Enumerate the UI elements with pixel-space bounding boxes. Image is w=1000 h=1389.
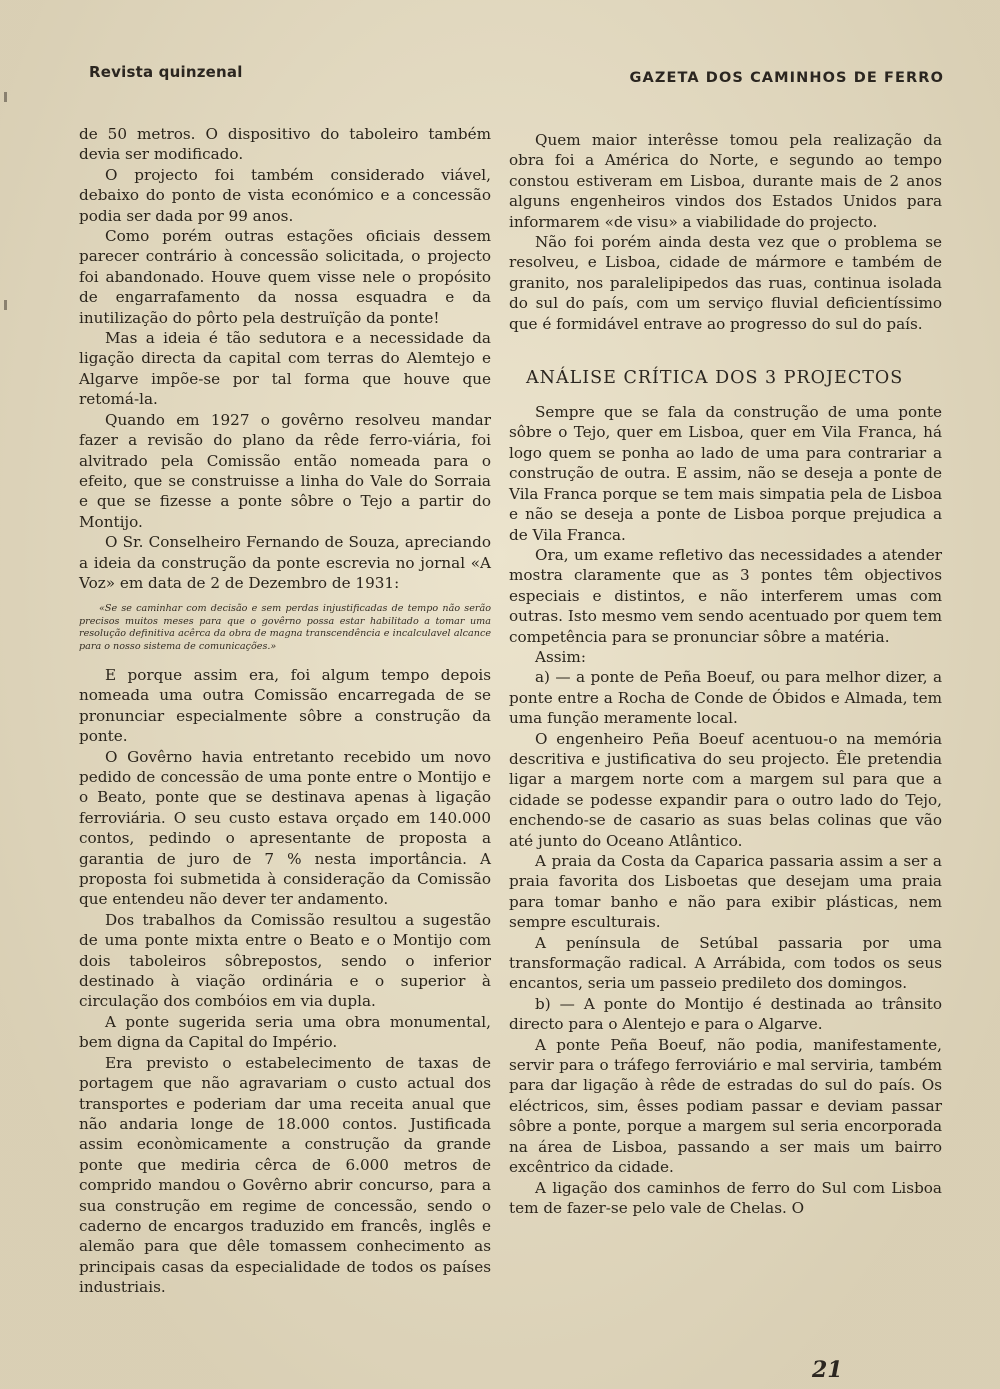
body-paragraph: Como porém outras estações oficiais dessem parecer contrário à concessão solicitada, o projecto foi abandonado. Houve quem visse nele o propósito de engarrafamento da nossa esquadra e da inutilização do pôrto pela destruïção da ponte!	[79, 227, 491, 327]
list-item-b: b) — A ponte do Montijo é destinada ao trânsito directo para o Alentejo e para o Algarve.	[509, 994, 942, 1034]
header-publication-frequency: Revista quinzenal	[89, 63, 243, 81]
body-paragraph: O engenheiro Peña Boeuf acentuou-o na memória descritiva e justificativa do seu projecto. Êle pretendia ligar a margem norte com a margem sul para que a cidade se podesse expandir para o outro lado do Tejo, enchendo-se de casario as suas belas colinas que vão até junto do Oceano Atlântico.	[509, 729, 942, 850]
body-paragraph: Quando em 1927 o govêrno resolveu mandar fazer a revisão do plano da rêde ferro-viária, foi alvitrado pela Comissão então nomeada para o efeito, que se construisse a linha do Vale do Sorraia e que se fizesse a ponte sôbre o Tejo a partir do Montijo.	[79, 410, 491, 531]
list-item-a: a) — a ponte de Peña Boeuf, ou para melhor dizer, a ponte entre a Rocha de Conde de Óbidos e Almada, tem uma função meramente local.	[509, 668, 942, 728]
body-paragraph: O projecto foi também considerado viável, debaixo do ponto de vista económico e a concessão podia ser dada por 99 anos.	[79, 165, 491, 225]
body-paragraph: A ponte sugerida seria uma obra monumental, bem digna da Capital do Império.	[79, 1012, 491, 1052]
body-paragraph: A ligação dos caminhos de ferro do Sul com Lisboa tem de fazer-se pelo vale de Chelas. O	[509, 1178, 942, 1217]
body-paragraph: O Govêrno havia entretanto recebido um novo pedido de concessão de uma ponte entre o Montijo e o Beato, ponte que se destinava apenas à ligação ferroviária. O seu custo estava orçado em 140.000 contos, pedindo o apresentante de proposta a garantia de juro de 7 % nesta importância. A proposta foi submetida à consideração da Comissão que entendeu não dever ter andamento.	[79, 747, 491, 909]
body-paragraph: Ora, um exame refletivo das necessidades a atender mostra claramente que as 3 pontes têm objectivos especiais e distintos, e não interferem umas com outras. Isto mesmo vem sendo acentuado por quem tem competência para se pronunciar sôbre a matéria.	[509, 545, 942, 646]
left-column	[79, 124, 491, 1298]
body-paragraph: Não foi porém ainda desta vez que o problema se resolveu, e Lisboa, cidade de mármore e também de granito, nos paralelipipedos das ruas, continua isolada do sul do país, com um serviço fluvial deficientíssimo que é formidável entrave ao progresso do sul do país.	[509, 233, 942, 333]
body-paragraph: Sempre que se fala da construção de uma ponte sôbre o Tejo, quer em Lisboa, quer em Vila Franca, há logo quem se ponha ao lado de uma para contrariar a construção de outra. E assim, não se deseja a ponte de Vila Franca porque se tem mais simpatia pela de Lisboa e não se deseja a ponte de Lisboa porque prejudica a de Vila Franca.	[509, 403, 942, 544]
section-heading: ANÁLISE CRÍTICA DOS 3 PROJECTOS	[526, 368, 904, 389]
body-paragraph: O Sr. Conselheiro Fernando de Souza, apreciando a ideia da construção da ponte escrevia no jornal «A Voz» em data de 2 de Dezembro de 1931:	[79, 533, 491, 592]
body-paragraph: de 50 metros. O dispositivo do taboleiro também devia ser modificado.	[79, 125, 491, 164]
page-edge-mark	[4, 300, 7, 310]
body-paragraph: A península de Setúbal passaria por uma transformação radical. A Arrábida, com todos os seus encantos, seria um passeio predileto dos domingos.	[509, 933, 942, 993]
page-edge-mark	[4, 92, 7, 102]
right-column	[509, 130, 942, 1218]
block-quote: «Se se caminhar com decisão e sem perdas injustificadas de tempo não serão precisos muitos meses para que o govêrno possa estar habilitado a tomar uma resolução definitiva acêrca da obra de magna transcendência e incalculavel alcance para o nosso sistema de comunicações.»	[79, 603, 491, 652]
body-paragraph: Assim:	[535, 647, 586, 666]
body-paragraph: Mas a ideia é tão sedutora e a necessidade da ligação directa da capital com terras do Alemtejo e Algarve impõe-se por tal forma que houve que retomá-la.	[79, 329, 491, 409]
body-paragraph: Quem maior interêsse tomou pela realização da obra foi a América do Norte, e segundo ao tempo constou estiveram em Lisboa, durante mais de 2 anos alguns engenheiros vindos dos Estados Unidos para informarem «de visu» a viabilidade do projecto.	[509, 131, 942, 231]
body-paragraph: E porque assim era, foi algum tempo depois nomeada uma outra Comissão encarregada de se pronunciar especialmente sôbre a construção da ponte.	[79, 665, 491, 746]
body-paragraph: Era previsto o estabelecimento de taxas de portagem que não agravariam o custo actual dos transportes e poderiam dar uma receita anual que não andaria longe de 18.000 contos. Justificada assim econòmicamente a construção da grande ponte que mediria cêrca de 6.000 metros de comprido mandou o Govêrno abrir concurso, para a sua construção em regime de concessão, sendo o caderno de encargos traduzido em francês, inglês e alemão para que dêle tomassem conhecimento as principais casas da especialidade de todos os países industriais.	[79, 1053, 491, 1297]
body-paragraph: A ponte Peña Boeuf, não podia, manifestamente, servir para o tráfego ferroviário e mal serviria, também para dar ligação à rêde de estradas do sul do país. Os eléctricos, sim, êsses podiam passar e deviam passar sôbre a ponte, porque a margem sul seria encorporada na área de Lisboa, passando a ser mais um bairro excêntrico da cidade.	[509, 1035, 942, 1177]
header-magazine-title: GAZETA DOS CAMINHOS DE FERRO	[629, 70, 944, 86]
body-paragraph: Dos trabalhos da Comissão resultou a sugestão de uma ponte mixta entre o Beato e o Montijo com dois taboleiros sôbrepostos, sendo o inferior destinado à viação ordinária e o superior à circulação dos combóios em via dupla.	[79, 910, 491, 1011]
page-number: 21	[812, 1357, 843, 1383]
body-paragraph: A praia da Costa da Caparica passaria assim a ser a praia favorita dos Lisboetas que desejam uma praia para tomar banho e não para exibir plásticas, nem sempre esculturais.	[509, 852, 942, 932]
